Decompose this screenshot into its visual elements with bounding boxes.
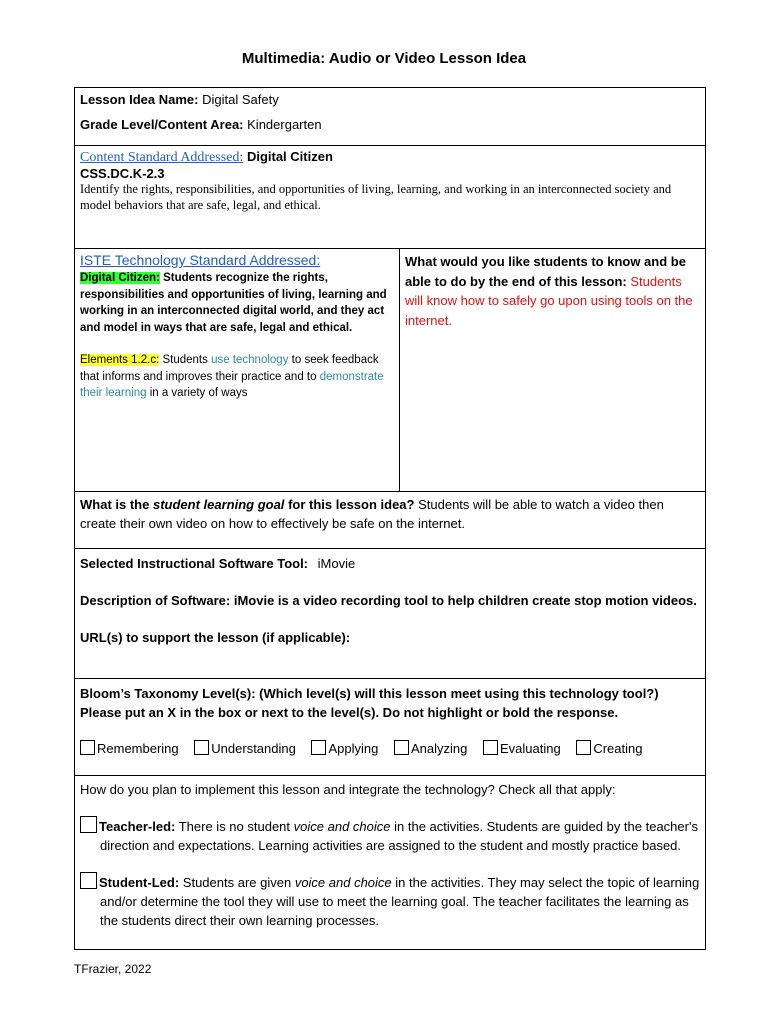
bloom-option-understanding[interactable] [194,741,296,756]
student-led-italic: voice and choice [294,875,392,890]
software-row [75,549,705,679]
teacher-led-label: Teacher-led: [99,819,176,834]
iste-el-text-3: in a variety of ways [149,387,248,399]
student-led-text-1: Students are given [182,875,292,890]
iste-heading: ISTE Technology Standard Addressed: [80,252,321,268]
software-url-label: URL(s) to support the lesson (if applicable): [80,630,351,645]
bloom-options [80,739,700,758]
checkbox-icon[interactable] [194,740,209,755]
content-standard-code: CSS.DC.K-2.3 [80,166,165,181]
iste-digital-citizen [80,270,394,336]
checkbox-icon[interactable] [483,740,498,755]
iste-dc-text: Students recognize the rights, responsibilities and opportunities of living, learning and working in an interconnected digital world, and they act and model in ways that are safe, legal and ethical. [80,272,387,334]
content-standard-title: Digital Citizen [246,149,333,164]
lesson-name-value: Digital Safety [202,92,279,107]
teacher-led-italic: voice and choice [293,819,391,834]
goal-row [75,492,705,549]
iste-cell [75,249,400,491]
iste-el-link-1: use technology [211,354,289,366]
teacher-led-text-2: in the activities. Students are guided by the teacher's direction and expectations. Learning activities are assigned to the student and mostly practice based. [100,819,698,853]
lesson-info-row [75,88,705,146]
bloom-option-evaluating[interactable] [483,741,561,756]
bloom-option-label: Analyzing [410,741,468,756]
bloom-option-label: Creating [593,741,643,756]
bloom-option-creating[interactable] [576,741,642,756]
checkbox-icon[interactable] [80,740,95,755]
student-led-option [80,872,700,930]
checkbox-icon[interactable] [311,740,326,755]
know-question: What would you like students to know and be able to do by the end of this lesson: [405,254,686,289]
software-tool-label: Selected Instructional Software Tool: [80,556,309,571]
iste-el-text-1: Students [162,354,208,366]
implement-row [75,776,705,949]
lesson-name-label: Lesson Idea Name: [80,92,199,107]
bloom-option-analyzing[interactable] [394,741,467,756]
student-led-checkbox-icon[interactable] [80,872,97,889]
goal-q1: What is the [80,497,150,512]
student-led-text-2: in the activities. They may select the topic of learning and/or determine the tool they will use to meet the learning goal. The teacher facilitates the learning as the students direct their own learning processes. [100,875,700,928]
bloom-option-label: Evaluating [499,741,561,756]
teacher-led-text-1: There is no student [178,819,291,834]
iste-know-row [75,249,705,492]
iste-el-text-2: to seek feedback that informs and improves their practice and to [80,354,379,383]
footer-credit: TFrazier, 2022 [74,962,152,976]
bloom-option-label: Remembering [97,741,179,756]
know-cell [400,249,705,491]
iste-dc-label: Digital Citizen: [80,272,160,284]
iste-el-label: Elements 1.2.c: [80,354,160,366]
bloom-row [75,679,705,776]
implement-question: How do you plan to implement this lesson and integrate the technology? Check all that apply: [80,782,616,797]
software-tool-value: iMovie [317,556,356,571]
bloom-option-remembering[interactable] [80,741,179,756]
goal-q3: for this lesson idea? [288,497,415,512]
teacher-led-option [80,816,700,855]
teacher-led-checkbox-icon[interactable] [80,816,97,833]
bloom-question: Bloom’s Taxonomy Level(s): (Which level(s) will this lesson meet using this technology tool?) Please put an X in the box or next to the level(s). Do not highlight or bold the response. [80,686,659,720]
iste-elements [80,352,394,402]
content-standard-text: Identify the rights, responsibilities, and opportunities of living, learning, and working in an interconnected society and model behaviors that are safe, legal, and ethical. [80,182,672,212]
bloom-option-label: Applying [328,741,379,756]
content-standard-row [75,146,705,249]
goal-answer: Students will be able to watch a video then create their own video on how to effectively be safe on the internet. [80,497,664,531]
lesson-form [74,87,706,950]
know-answer: Students will know how to safely go upon using tools on the internet. [405,273,693,328]
checkbox-icon[interactable] [576,740,591,755]
content-standard-heading: Content Standard Addressed: [80,150,244,165]
checkbox-icon[interactable] [394,740,409,755]
bloom-option-applying[interactable] [311,741,378,756]
iste-el-link-2: demonstrate their learning [80,370,384,399]
grade-value: Kindergarten [247,117,322,132]
grade-label: Grade Level/Content Area: [80,117,244,132]
student-led-label: Student-Led: [99,875,180,890]
page-title: Multimedia: Audio or Video Lesson Idea [241,50,527,67]
goal-q2: student learning goal [152,497,285,512]
bloom-option-label: Understanding [211,741,296,756]
software-description: Description of Software: iMovie is a video recording tool to help children create stop motion videos. [80,593,697,608]
